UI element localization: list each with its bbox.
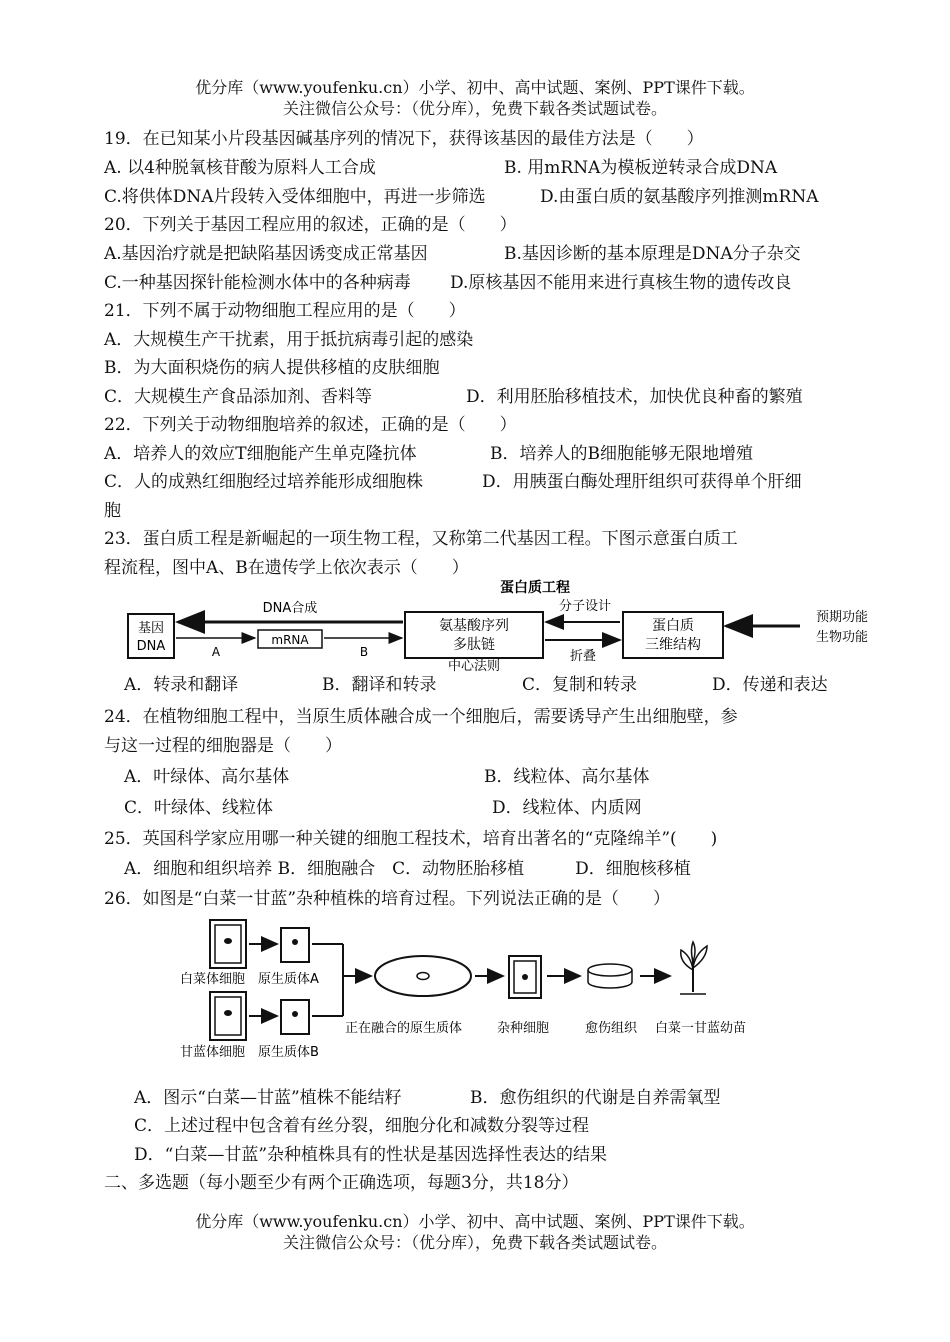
gene-label: 基因 [137,621,165,636]
mrna-label: mRNA [271,633,309,647]
label-a: A [211,645,221,659]
q26-option-c: C．上述过程中包含着有丝分裂，细胞分化和减数分裂等过程 [134,1116,590,1136]
polypeptide-label: 多肽链 [453,637,495,653]
hybrid-plant-diagram [175,912,775,1062]
q23-option-a: A．转录和翻译 [124,675,239,695]
diagram-title: 蛋白质工程 [500,580,570,596]
q21-option-c: C．大规模生产食品添加剂、香料等 [104,387,373,407]
q22-option-c: C．人的成熟红细胞经过培养能形成细胞株 [104,472,424,492]
q22-option-b: B．培养人的B细胞能够无限地增殖 [490,444,753,464]
label-b: B [359,645,369,659]
cabbage-cell-label: 白菜体细胞 [180,972,246,987]
q23-stem-line-1: 23．蛋白质工程是新崛起的一项生物工程，又称第二代基因工程。下图示意蛋白质工 [104,529,738,549]
cabbage-nucleus [224,938,232,944]
q24-option-d: D．线粒体、内质网 [492,798,642,818]
q22-option-d: D．用胰蛋白酶处理肝组织可获得单个肝细 [482,472,802,492]
section-2-heading: 二、多选题（每小题至少有两个正确选项，每题3分，共18分） [104,1173,579,1193]
header-line-1: 优分库（www.youfenku.cn）小学、初中、高中试题、案例、PPT课件下载。 [195,78,755,97]
q23-option-b: B．翻译和转录 [322,675,437,695]
kale-nucleus [224,1010,232,1016]
callus-label: 愈伤组织 [585,1021,638,1036]
q21-option-b: B．为大面积烧伤的病人提供移植的皮肤细胞 [104,358,440,378]
q21-option-d: D．利用胚胎移植技术，加快优良种畜的繁殖 [466,387,803,407]
q24-stem-line-2: 与这一过程的细胞器是（ ） [104,736,342,756]
expected-function-label: 预期功能 [815,610,869,625]
fusing-nucleus [417,973,429,980]
amino-acid-label: 氨基酸序列 [439,618,509,634]
footer-line-1: 优分库（www.youfenku.cn）小学、初中、高中试题、案例、PPT课件下载。 [195,1212,755,1231]
hybrid-nucleus [522,974,528,980]
dna-label: DNA [136,639,166,654]
protein-label: 蛋白质 [652,618,694,634]
q23-option-c: C．复制和转录 [522,675,638,695]
biological-function-label: 生物功能 [815,630,869,645]
protein-engineering-diagram [120,576,890,672]
q19-stem: 19．在已知某小片段基因碱基序列的情况下，获得该基因的最佳方法是（ ） [104,129,704,149]
q19-option-a: A. 以4种脱氧核苷酸为原料人工合成 [104,158,376,178]
protoplast-b-label: 原生质体B [258,1045,319,1060]
protoplast-a-nucleus [292,939,298,945]
q24-option-c: C．叶绿体、线粒体 [124,798,274,818]
footer-line-2: 关注微信公众号：（优分库），免费下载各类试题试卷。 [282,1233,667,1252]
protoplast-b-nucleus [292,1011,298,1017]
q19-option-d: D.由蛋白质的氨基酸序列推测mRNA [540,187,819,207]
structure-label: 三维结构 [645,637,701,653]
q22-stem: 22．下列关于动物细胞培养的叙述，正确的是（ ） [104,415,517,435]
q19-option-c: C.将供体DNA片段转入受体细胞中，再进一步筛选 [104,187,486,207]
kale-cell-label: 甘蓝体细胞 [180,1045,246,1060]
callus-dish-bottom [588,982,632,988]
q20-option-c: C.一种基因探针能检测水体中的各种病毒 [104,273,411,293]
q26-option-a: A．图示“白菜—甘蓝”植株不能结籽 [134,1088,402,1108]
q22-option-a: A．培养人的效应T细胞能产生单克隆抗体 [104,444,417,464]
q23-stem-line-2: 程流程，图中A、B在遗传学上依次表示（ ） [104,558,469,578]
q24-stem-line-1: 24．在植物细胞工程中，当原生质体融合成一个细胞后，需要诱导产生出细胞壁，参 [104,707,738,727]
molecular-design-label: 分子设计 [558,599,612,614]
q22-option-d-wrap: 胞 [104,501,121,521]
q21-option-a: A．大规模生产干扰素，用于抵抗病毒引起的感染 [104,330,474,350]
q20-stem: 20．下列关于基因工程应用的叙述，正确的是（ ） [104,215,517,235]
fusing-protoplast-label: 正在融合的原生质体 [345,1021,463,1036]
hybrid-cell-label: 杂种细胞 [497,1021,550,1036]
q20-option-b: B.基因诊断的基本原理是DNA分子杂交 [504,244,801,264]
q20-option-a: A.基因治疗就是把缺陷基因诱变成正常基因 [104,244,428,264]
seedling-label: 白菜一甘蓝幼苗 [655,1021,747,1036]
fusing-protoplast-shape [375,956,471,996]
q25-stem: 25．英国科学家应用哪一种关键的细胞工程技术，培育出著名的“克隆绵羊”( ) [104,829,718,849]
q24-option-a: A．叶绿体、高尔基体 [124,767,290,787]
central-dogma-label: 中心法则 [447,659,501,672]
folding-label: 折叠 [569,649,597,664]
protoplast-a-label: 原生质体A [258,972,319,987]
dna-synthesis-label: DNA合成 [262,601,318,616]
q26-option-d: D．“白菜—甘蓝”杂种植株具有的性状是基因选择性表达的结果 [134,1145,608,1165]
header-line-2: 关注微信公众号：（优分库），免费下载各类试题试卷。 [282,99,667,118]
q25-options: A．细胞和组织培养 B．细胞融合 C．动物胚胎移植 D．细胞核移植 [124,859,691,879]
q20-option-d: D.原核基因不能用来进行真核生物的遗传改良 [450,273,792,293]
seedling-icon [680,942,707,994]
q23-option-d: D．传递和表达 [712,675,828,695]
q24-option-b: B．线粒体、高尔基体 [484,767,650,787]
callus-dish-top [588,964,632,976]
q26-option-b: B．愈伤组织的代谢是自养需氧型 [470,1088,721,1108]
q21-stem: 21．下列不属于动物细胞工程应用的是（ ） [104,301,466,321]
q26-stem: 26．如图是“白菜一甘蓝”杂种植株的培育过程。下列说法正确的是（ ） [104,889,671,909]
q19-option-b: B. 用mRNA为模板逆转录合成DNA [504,158,778,178]
